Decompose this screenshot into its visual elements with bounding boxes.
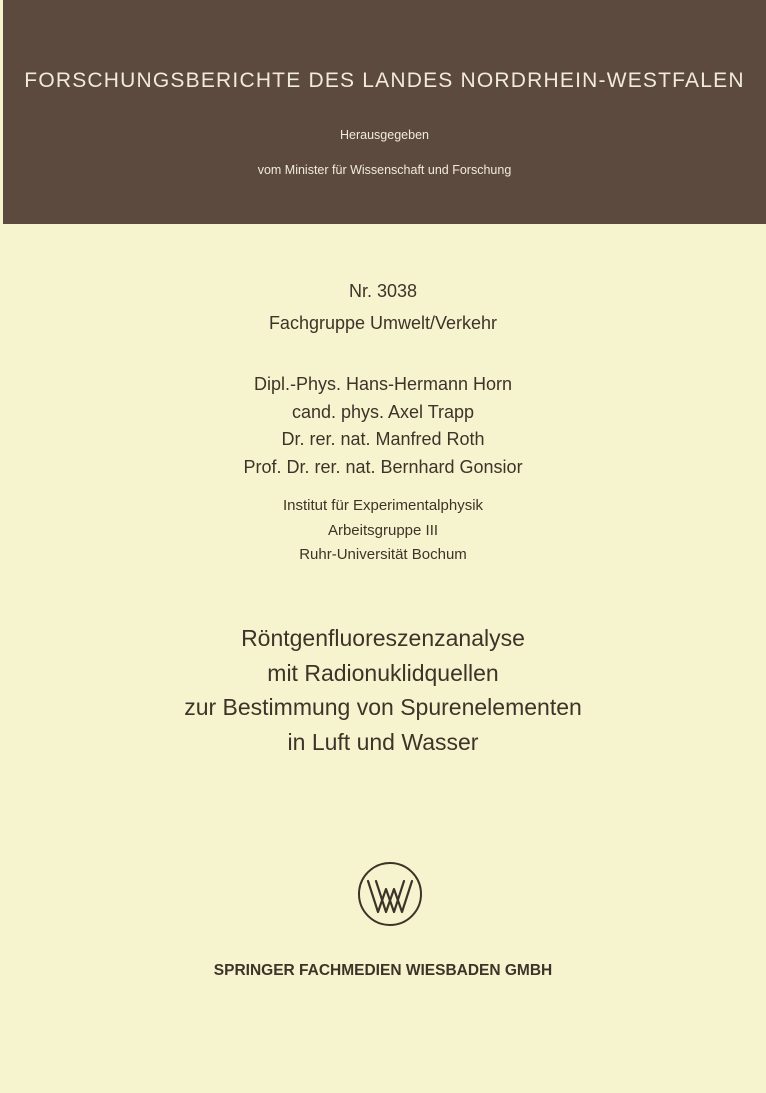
author-4: Prof. Dr. rer. nat. Bernhard Gonsior: [243, 457, 523, 477]
series-title: FORSCHUNGSBERICHTE DES LANDES NORDRHEIN-WESTFALEN: [24, 69, 745, 92]
book-title-line-3: zur Bestimmung von Spurenelementen: [184, 694, 582, 720]
edited-by-label: Herausgegeben: [340, 128, 429, 142]
book-title-line-2: mit Radionuklidquellen: [267, 660, 499, 686]
series-header-band: [3, 0, 766, 224]
publisher-ww-logo-icon: [357, 861, 423, 927]
author-2: cand. phys. Axel Trapp: [291, 402, 475, 422]
institution-line-1: Institut für Experimentalphysik: [282, 497, 484, 514]
institution-line-2: Arbeitsgruppe III: [327, 522, 439, 539]
edited-by-ministry: vom Minister für Wissenschaft und Forschung: [257, 163, 512, 177]
report-group: Fachgruppe Umwelt/Verkehr: [268, 313, 498, 333]
book-title-line-4: in Luft und Wasser: [287, 729, 479, 755]
publisher-name: SPRINGER FACHMEDIEN WIESBADEN GMBH: [213, 962, 553, 979]
author-1: Dipl.-Phys. Hans-Hermann Horn: [253, 374, 513, 394]
report-number: Nr. 3038: [348, 281, 418, 301]
book-title-line-1: Röntgenfluoreszenzanalyse: [241, 625, 525, 651]
author-3: Dr. rer. nat. Manfred Roth: [281, 429, 485, 449]
institution-line-3: Ruhr-Universität Bochum: [299, 546, 467, 563]
